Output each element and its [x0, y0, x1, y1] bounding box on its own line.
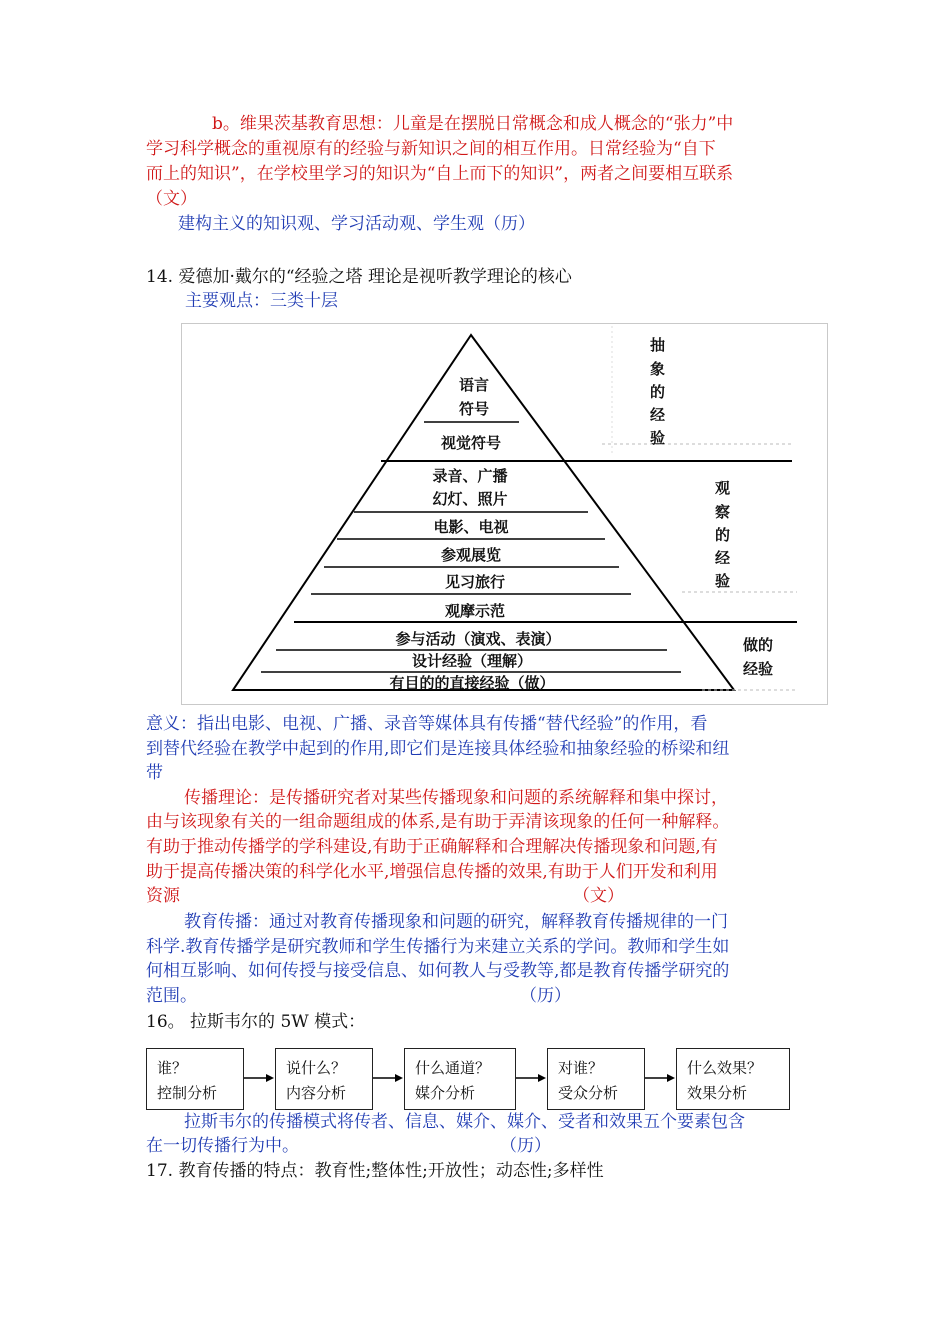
- level-demonstration: 观摩示范: [444, 602, 506, 620]
- level-film-tv: 电影、电视: [433, 518, 509, 536]
- level-language: 语言: [458, 376, 490, 394]
- flow-box-what: [275, 1048, 373, 1110]
- level-exhibition: 参观展览: [440, 546, 502, 564]
- para-b-line-2: 学习科学概念的重视原有的经验与新知识之间的相互作用。日常经验为“自下: [146, 139, 716, 159]
- comm-theory-line-5: 资源: [146, 886, 180, 906]
- para-b-line-4: （文）: [146, 189, 197, 209]
- flow-box-channel-analysis: 媒介分析: [415, 1084, 476, 1102]
- flow-box-what-question: 说什么？: [286, 1059, 347, 1077]
- flow-box-who: [146, 1048, 244, 1110]
- item-16-title: 16。 拉斯韦尔的 5W 模式：: [146, 1012, 366, 1032]
- flow-box-what-analysis: 内容分析: [286, 1084, 347, 1102]
- edu-comm-line-1: 教育传播：通过对教育传播现象和问题的研究，解释教育传播规律的一门: [184, 912, 728, 932]
- category-abstract-4: 经: [650, 406, 666, 424]
- flow-box-who-question: 谁？: [157, 1059, 188, 1077]
- level-symbol: 符号: [458, 400, 490, 418]
- edu-comm-line-3: 何相互影响、如何传授与接受信息、如何教人与受教等,都是教育传播学研究的: [146, 961, 730, 981]
- comm-theory-line-2: 由与该现象有关的一组命题组成的体系,是有助于弄清该现象的任何一种解释。: [146, 812, 730, 832]
- item-14-main-point: 主要观点：三类十层: [185, 291, 338, 311]
- comm-theory-line-4: 助于提高传播决策的科学化水平,增强信息传播的效果,有助于人们开发和利用: [146, 862, 718, 882]
- flow-box-effect: [676, 1048, 790, 1110]
- flow-box-whom-question: 对谁？: [558, 1059, 604, 1077]
- category-abstract-5: 验: [650, 429, 666, 447]
- category-observe-2: 察: [715, 503, 731, 521]
- meaning-line-2: 到替代经验在教学中起到的作用,即它们是连接具体经验和抽象经验的桥梁和纽: [146, 739, 730, 759]
- edu-comm-line-4: 范围。: [146, 986, 197, 1006]
- edu-comm-tag: （历）: [520, 986, 571, 1006]
- category-observe-4: 经: [715, 549, 731, 567]
- category-abstract-2: 象: [650, 360, 666, 378]
- cone-of-experience-figure: [181, 323, 828, 705]
- para-b-line-3: 而上的知识”，在学校里学习的知识为“自上而下的知识”，两者之间要相互联系: [146, 164, 734, 184]
- flow-box-channel: [404, 1048, 516, 1110]
- level-slides-photos: 幻灯、照片: [432, 490, 508, 508]
- flow-box-whom: [547, 1048, 645, 1110]
- flow-box-effect-question: 什么效果？: [687, 1059, 763, 1077]
- category-observe-1: 观: [715, 479, 731, 497]
- meaning-line-1: 意义：指出电影、电视、广播、录音等媒体具有传播“替代经验”的作用，看: [146, 714, 708, 734]
- flow-box-whom-analysis: 受众分析: [558, 1084, 619, 1102]
- lasswell-desc-line-2: 在一切传播行为中。: [146, 1136, 299, 1156]
- flow-box-effect-analysis: 效果分析: [687, 1084, 748, 1102]
- level-participation: 参与活动（演戏、表演）: [395, 630, 561, 648]
- category-do-1: 做的: [743, 636, 774, 654]
- flow-box-channel-question: 什么通道？: [415, 1059, 491, 1077]
- arrow-icon: [516, 1073, 546, 1083]
- arrow-icon: [244, 1073, 274, 1083]
- comm-theory-tag: （文）: [573, 886, 624, 906]
- constructivism-line: 建构主义的知识观、学习活动观、学生观（历）: [178, 214, 535, 234]
- para-b-line-1: b。维果茨基教育思想：儿童是在摆脱日常概念和成人概念的“张力”中: [212, 114, 734, 134]
- level-recording-broadcast: 录音、广播: [432, 467, 508, 485]
- level-direct-experience: 有目的的直接经验（做）: [389, 674, 555, 692]
- category-do-2: 经验: [743, 660, 774, 678]
- comm-theory-line-1: 传播理论：是传播研究者对某些传播现象和问题的系统解释和集中探讨，: [184, 788, 728, 808]
- category-abstract-1: 抽: [650, 336, 666, 354]
- category-abstract-3: 的: [650, 383, 666, 401]
- item-14-title: 14. 爱德加·戴尔的“经验之塔 理论是视听教学理论的核心: [146, 267, 572, 287]
- arrow-icon: [645, 1073, 675, 1083]
- level-visual-symbol: 视觉符号: [440, 434, 502, 452]
- lasswell-desc-line-1: 拉斯韦尔的传播模式将传者、信息、媒介、媒介、受者和效果五个要素包含: [184, 1112, 745, 1132]
- item-17-line: 17. 教育传播的特点：教育性;整体性;开放性；动态性;多样性: [146, 1161, 604, 1181]
- arrow-icon: [373, 1073, 403, 1083]
- flow-box-who-analysis: 控制分析: [157, 1084, 218, 1102]
- lasswell-desc-tag: （历）: [500, 1136, 551, 1156]
- level-field-trip: 见习旅行: [444, 573, 506, 591]
- category-observe-3: 的: [715, 526, 731, 544]
- pyramid-diagram: [182, 324, 827, 704]
- category-observe-5: 验: [715, 572, 731, 590]
- level-contrived-experience: 设计经验（理解）: [411, 652, 533, 670]
- edu-comm-line-2: 科学.教育传播学是研究教师和学生传播行为来建立关系的学问。教师和学生如: [146, 937, 730, 957]
- meaning-line-3: 带: [146, 763, 163, 783]
- comm-theory-line-3: 有助于推动传播学的学科建设,有助于正确解释和合理解决传播现象和问题,有: [146, 837, 718, 857]
